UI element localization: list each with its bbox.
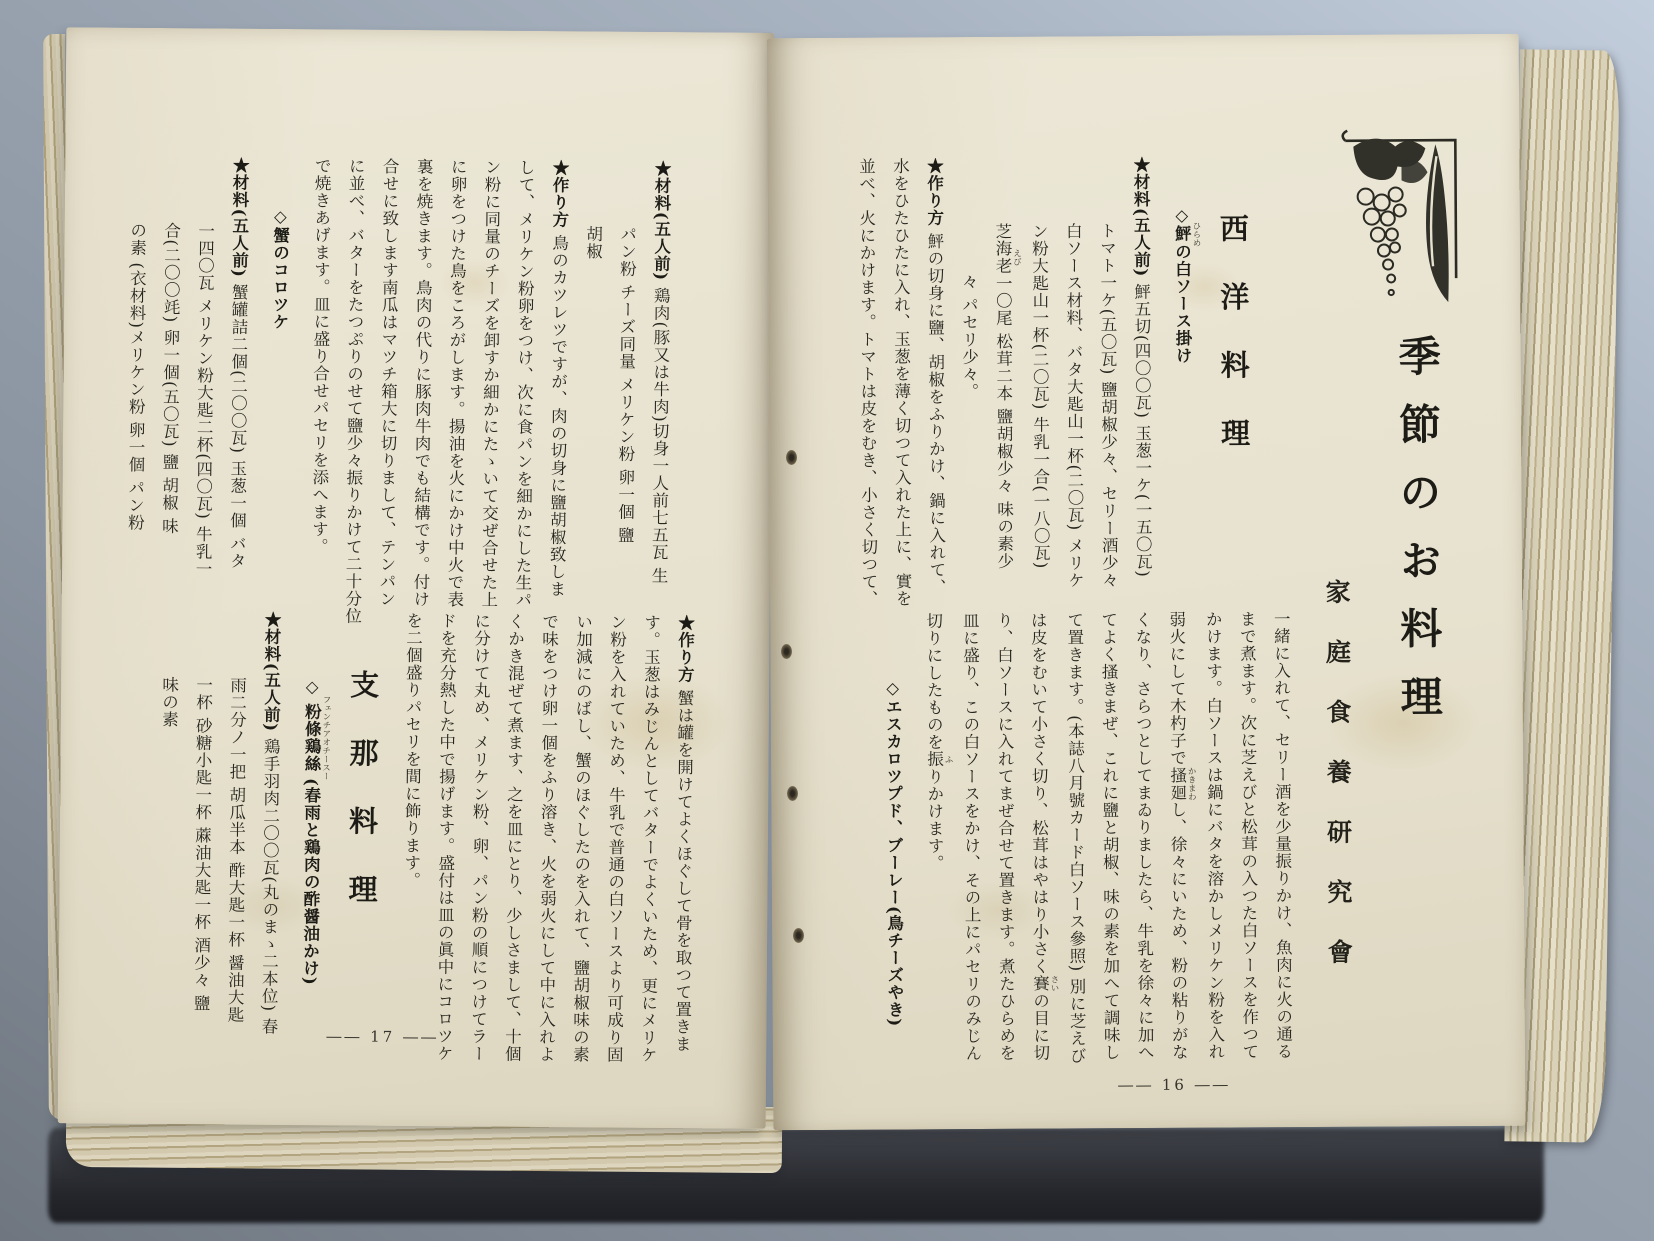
text-column: で焼きあげます。皿に盛り合せパセリを添へます。 [309, 157, 332, 556]
text-column: ★作り方 蟹は罐を開けてよくほぐして骨を取つて置きま [672, 614, 695, 1053]
text-column: パン粉 チーズ同量 メリケン粉 卵一個 鹽 [615, 225, 637, 544]
text-column: 一緒に入れて、セリー酒を少量振りかけ、魚肉に火の通る [1271, 610, 1293, 1061]
text-column: ★作り方 鳥のカツレツですが、肉の切身に鹽胡椒致しま [546, 159, 570, 598]
right-lower-text-block [868, 610, 1300, 1078]
text-column: ン粉を入れていため、牛乳で普通の白ソースより可成り固 [604, 613, 627, 1064]
binding-hole [793, 928, 804, 943]
text-column: の素 (衣材料)メリケン粉 卵一個 パン粉 [125, 221, 147, 532]
text-column: 支那料理 [344, 669, 381, 943]
text-column: まで煮ます。次に芝えびと松茸の入つた白ソースを作つて [1237, 610, 1259, 1061]
text-column: は皮をむいて小さく切り、松茸はやはり小さく賽 さいの目に切 [1028, 611, 1060, 1062]
left-lower-text-block [148, 610, 701, 1096]
text-column: 弱火にして木杓子で搔廻 かきまわし、徐々にいため、粉の粘りがな [1166, 610, 1197, 1061]
text-column: ★作り方 鮃の切身に鹽、胡椒をふりかけ、鍋に入れて、 [924, 157, 947, 596]
text-column: 々 パセリ少々。 [959, 272, 979, 400]
text-column: 一杯 砂糖小匙一杯 蔴油大匙一杯 酒少々 鹽 [191, 676, 213, 1012]
text-column: ★材料(五人前) 鮃五切(四〇〇瓦) 玉葱一ケ(一五〇瓦) [1130, 155, 1153, 578]
page-number-16: ―― 16 ―― [1118, 1075, 1231, 1095]
text-column: ★材料(五人前) 蟹罐詰二個(二〇〇瓦) 玉葱一個 バタ [227, 156, 250, 570]
text-column: て置きます。(本誌八月號カード白ソース參照) 別に芝えび [1064, 611, 1087, 1065]
text-column: 皿に盛り、この白ソースをかけ、その上にパセリのみじん [960, 612, 982, 1062]
text-column: 切りにしたものを振 ふりかけます。 [923, 612, 954, 872]
text-column: に並べ、バターをたつぷりのせて鹽少々振りかけて二十分位 [342, 157, 366, 625]
text-column: 一四〇瓦 メリケン粉大匙二杯(四〇瓦) 牛乳一 [192, 222, 215, 578]
text-column: ◇粉條鶏絲フェンチアオチースー(春雨と鶏肉の酢醤油かけ) [300, 677, 332, 986]
text-column: す。玉葱はみじんとしてバターでよくいため、更にメリケ [638, 613, 661, 1064]
text-column: り、白ソースに入れてまぜ合せて置きます。煮たひらめを [994, 611, 1016, 1062]
text-column: 並べ、火にかけます。トマトは皮をむき、小さく切つて、 [856, 157, 879, 608]
text-column: に卵をつけた鳥をころがします。揚油を火にかけ中火で表 [444, 158, 468, 609]
text-column: 胡椒 [583, 225, 603, 261]
text-column: かけます。白ソースは鍋にバタを溶かしメリケン粉を入れ [1203, 610, 1225, 1061]
right-upper-text-block [848, 155, 1267, 616]
text-column: で味をつけ卵一個をふり溶き、火を弱火にして中に入れよ [536, 612, 559, 1063]
text-column: 味の素 [159, 675, 179, 729]
text-column: 水をひたひたに入れ、玉葱を薄く切つて入れた上に、實を [890, 157, 913, 608]
text-column: くかき混ぜて煮ます、之を皿にとり、少しさまして、十個 [502, 612, 525, 1063]
text-column: に分けて丸め、メリケン粉、卵、パン粉の順につけてラー [468, 612, 491, 1063]
ornament-blade [1426, 144, 1449, 302]
page-17 [58, 27, 775, 1129]
text-column: 裏を焼きます。鳥肉の代りに豚肉牛肉でも結構です。付け [410, 157, 434, 608]
text-column: てよく搔きまぜ、これに鹽と胡椒、味の素を加へて調味し [1098, 611, 1121, 1062]
text-column: して、メリケン粉卵をつけ、次に食パンを細かにした生パ [512, 158, 536, 609]
binding-hole [787, 786, 798, 801]
text-column: ◇鮃 ひらめの白ソース掛け [1172, 205, 1201, 364]
page-number-17: ―― 17 ―― [326, 1027, 440, 1047]
text-column: ドを充分熱した中で揚げます。盛付は皿の眞中にコロツケ [434, 612, 457, 1063]
text-column: ン粉に同量のチーズを卸すか細かにたゝいて交ぜ合せた上 [478, 158, 502, 609]
text-column: くなり、さらつとしてまゐりましたら、牛乳を徐々に加へ [1132, 610, 1155, 1061]
book-title: 季節のお料理 [1392, 334, 1444, 743]
text-column: 芝海老 えび一〇尾 松茸二本 鹽胡椒少々 味の素少 [992, 222, 1022, 570]
text-column: 合せに致します南瓜はマツチ箱大に切りまして、テンパン [376, 157, 400, 608]
binding-hole [786, 450, 797, 465]
page-16 [767, 34, 1526, 1131]
text-column: ★材料(五人前) 鶏肉(豚又は牛肉)切身一人前七五瓦 生 [648, 159, 672, 585]
text-column: 西洋料理 [1215, 213, 1252, 487]
text-column: 雨二分ノ一把 胡瓜半本 酢大匙一杯 醤油大匙 [224, 676, 247, 1024]
text-column: ◇エスカロツプド、ブーレー(鳥チーズやき) [883, 678, 905, 1028]
text-column: ◇蟹のコロツケ [269, 206, 290, 331]
book-author: 家庭食養研究會 [1321, 578, 1354, 999]
text-column: ★材料(五人前) 鶏手羽肉二〇〇瓦(丸のまゝ二本位) 春 [258, 610, 282, 1036]
grape-ornament-icon [1335, 126, 1468, 339]
text-column: トマト一ケ(五〇瓦) 鹽胡椒少々、セリー酒少々 [1097, 222, 1119, 589]
text-column: 合(二〇〇竓) 卵一個(五〇瓦) 鹽 胡椒 味 [159, 221, 181, 535]
text-column: い加減にのばし、蟹のほぐしたのを入れて、鹽胡椒味の素 [570, 613, 593, 1064]
text-column: ン粉大匙山一杯(二〇瓦) 牛乳一合(一八〇瓦) [1029, 222, 1051, 570]
text-column: 白ソース材料、バタ大匙山一杯(二〇瓦) メリケ [1063, 222, 1085, 590]
left-upper-text-block [117, 156, 679, 625]
text-column: を二個盛りパセリを間に飾ります。 [401, 611, 423, 889]
binding-hole [781, 644, 792, 659]
